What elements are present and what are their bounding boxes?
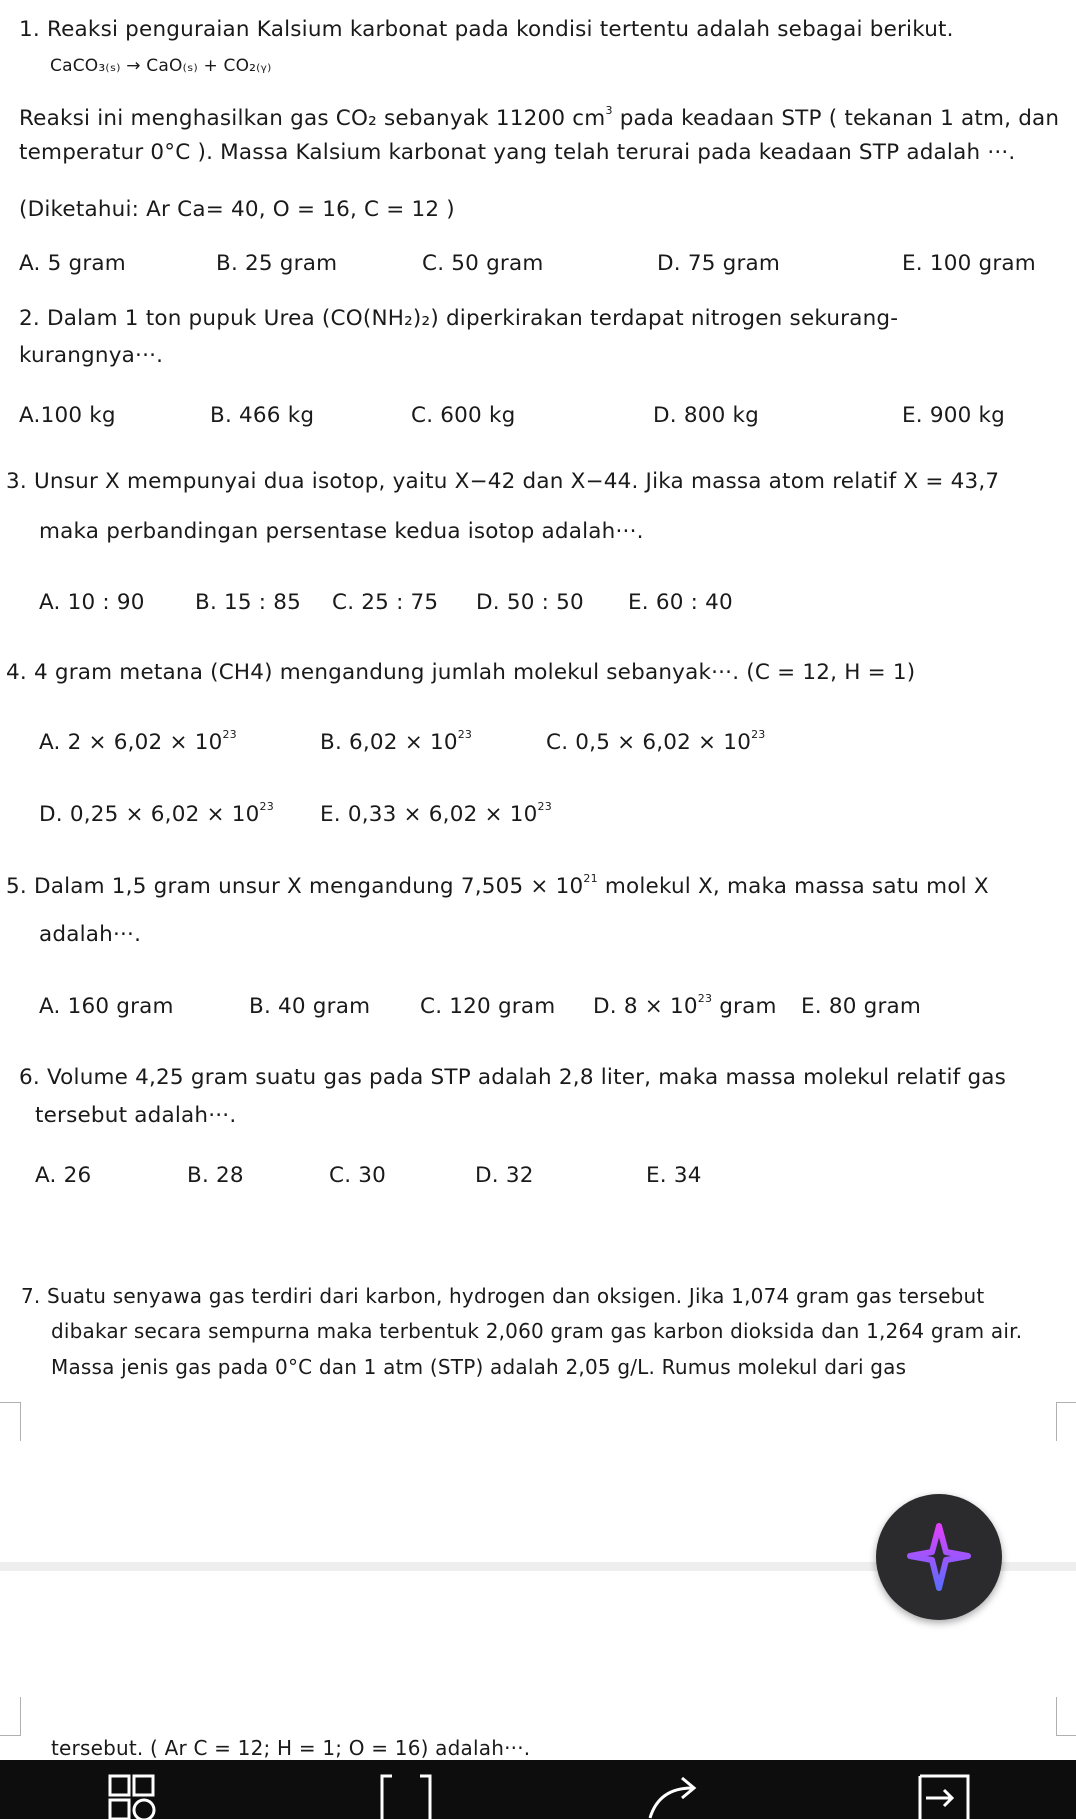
q7-line1: 7. Suatu senyawa gas terdiri dari karbon, hydrogen dan oksigen. Jika 1,074 gram gas tersebut [21, 1284, 985, 1308]
q6-option-d: D. 32 [475, 1163, 534, 1188]
q2-option-b: B. 466 kg [210, 403, 315, 428]
q2-option-d: D. 800 kg [653, 403, 759, 428]
q5-option-d: D. $8 \times 10^{23}$ gram [593, 992, 777, 1019]
q6-option-a: A. 26 [35, 1163, 92, 1188]
q3-option-d: D. 50 : 50 [476, 590, 584, 615]
q6-option-e: E. 34 [646, 1163, 702, 1188]
q3-line2: maka perbandingan persentase kedua isotop adalah···. [39, 519, 644, 544]
q1-option-e: E. 100 gram [902, 251, 1036, 276]
q1-option-d: D. 75 gram [657, 251, 781, 276]
q7-line3: Massa jenis gas pada 0°C dan 1 atm (STP) adalah 2,05 g/L. Rumus molekul dari gas [51, 1355, 907, 1379]
q5-option-b: B. 40 gram [249, 994, 371, 1019]
q3-line1: 3. Unsur X mempunyai dua isotop, yaitu X−42 dan X−44. Jika massa atom relatif X = 43,7 [6, 469, 1000, 494]
multitask-icon[interactable] [104, 1768, 160, 1819]
crop-corner-bottom-right [1056, 1697, 1076, 1736]
q2-line2: kurangnya···. [19, 343, 164, 368]
q4-option-d: D. $0,25 \times 6,02 \times 10^{23}$ [39, 800, 274, 827]
q7-line4: tersebut. ( Ar C = 12; H = 1; O = 16) adalah···. [51, 1736, 531, 1760]
q1-option-b: B. 25 gram [216, 251, 338, 276]
q5-line1: 5. Dalam 1,5 gram unsur X mengandung $7,505 \times 10^{21}$ molekul X, maka massa satu mol X [6, 872, 989, 899]
q1-option-a: A. 5 gram [19, 251, 126, 276]
q4-line1: 4. 4 gram metana (CH4) mengandung jumlah molekul sebanyak···. (C = 12, H = 1) [6, 660, 916, 685]
crop-corner-top-right [1056, 1402, 1076, 1441]
q1-equation: CaCO₃₍ₛ₎ → CaO₍ₛ₎ + CO₂₍ᵧ₎ [50, 56, 272, 76]
q7-line2: dibakar secara sempurna maka terbentuk 2,060 gram gas karbon dioksida dan 1,264 gram air. [51, 1319, 1023, 1343]
q2-option-c: C. 600 kg [411, 403, 516, 428]
q1-line3: temperatur 0°C ). Massa Kalsium karbonat yang telah terurai pada keadaan STP adalah ···. [19, 140, 1016, 165]
q2-line1: 2. Dalam 1 ton pupuk Urea (CO(NH₂)₂) diperkirakan terdapat nitrogen sekurang- [19, 306, 899, 331]
screenshot-crop-icon[interactable] [378, 1768, 434, 1819]
q4-option-a: A. $2 \times 6,02 \times 10^{23}$ [39, 728, 237, 755]
q2-option-e: E. 900 kg [902, 403, 1006, 428]
q3-option-a: A. 10 : 90 [39, 590, 145, 615]
q3-option-c: C. 25 : 75 [332, 590, 439, 615]
q6-option-c: C. 30 [329, 1163, 387, 1188]
share-icon[interactable] [646, 1768, 702, 1819]
crop-corner-bottom-left [0, 1697, 21, 1736]
q6-line1: 6. Volume 4,25 gram suatu gas pada STP adalah 2,8 liter, maka massa molekul relatif gas [19, 1065, 1007, 1090]
q6-option-b: B. 28 [187, 1163, 244, 1188]
q3-option-e: E. 60 : 40 [628, 590, 733, 615]
crop-corner-top-left [0, 1402, 21, 1441]
q2-option-a: A.100 kg [19, 403, 116, 428]
sparkle-icon [904, 1522, 974, 1592]
import-icon[interactable] [916, 1768, 972, 1819]
bottom-navigation-bar [0, 1760, 1076, 1819]
q1-line1: 1. Reaksi penguraian Kalsium karbonat pada kondisi tertentu adalah sebagai berikut. [19, 17, 954, 42]
q1-option-c: C. 50 gram [422, 251, 544, 276]
q5-line2: adalah···. [39, 922, 142, 947]
q6-line2: tersebut adalah···. [35, 1103, 237, 1128]
q3-option-b: B. 15 : 85 [195, 590, 302, 615]
q1-line2: Reaksi ini menghasilkan gas CO₂ sebanyak 11200 $cm^3$ pada keadaan STP ( tekanan 1 atm, dan [19, 104, 1060, 131]
q4-option-c: C. $0,5 \times 6,02 \times 10^{23}$ [546, 728, 766, 755]
q4-option-b: B. $6,02 \times 10^{23}$ [320, 728, 473, 755]
q1-known-values: (Diketahui: Ar Ca= 40, O = 16, C = 12 ) [19, 197, 455, 222]
q5-option-c: C. 120 gram [420, 994, 556, 1019]
q5-option-e: E. 80 gram [801, 994, 922, 1019]
ai-assistant-button[interactable] [876, 1494, 1002, 1620]
q4-option-e: E. $0,33 \times 6,02 \times 10^{23}$ [320, 800, 552, 827]
q5-option-a: A. 160 gram [39, 994, 174, 1019]
